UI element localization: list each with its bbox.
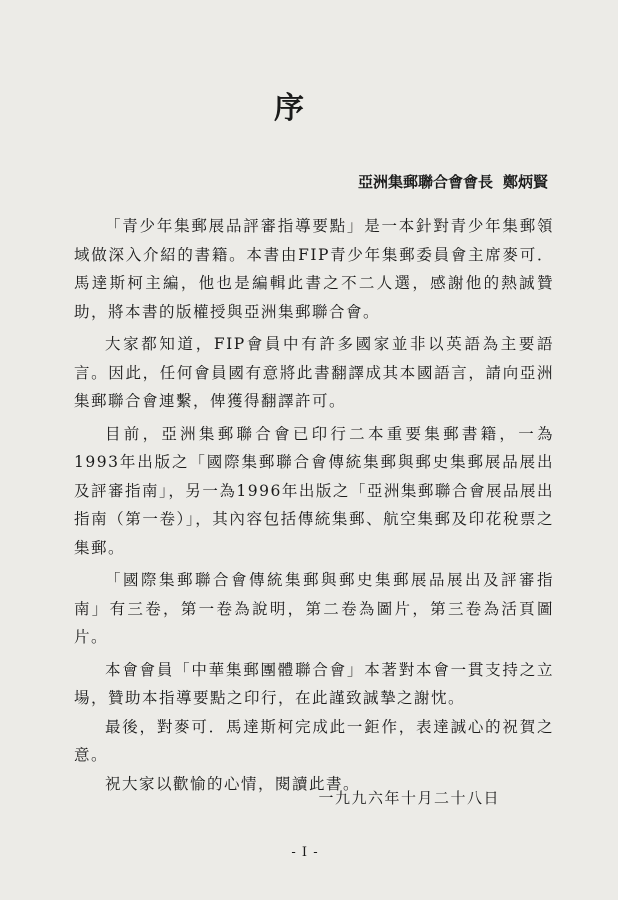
author-line <box>0 171 548 192</box>
paragraph: 本會會員「中華集郵團體聯合會」本著對本會一貫支持之立場，贊助本指導要點之印行，在此謹致誠摯之謝忱。 <box>74 660 554 707</box>
page-number: - I - <box>291 845 319 860</box>
paragraph: 大家都知道，FIP會員中有許多國家並非以英語為主要語言。因此，任何會員國有意將此書翻譯成其本國語言，請向亞洲集郵聯合會連繫，俾獲得翻譯許可。 <box>74 335 554 410</box>
paragraph: 祝大家以歡愉的心情，閱讀此書。 <box>105 774 361 793</box>
author-role: 亞洲集郵聯合會會長 <box>357 173 493 191</box>
paragraph: 「青少年集郵展品評審指導要點」是一本針對青少年集郵領域做深入介紹的書籍。本書由FIP青少年集郵委員會主席麥可．馬達斯柯主編，他也是編輯此書之不二人選，感謝他的熱誠贊助，將本書的版權授與亞洲集郵聯合會。 <box>74 217 554 321</box>
author-name: 鄭炳賢 <box>502 173 548 191</box>
paragraph: 「國際集郵聯合會傳統集郵與郵史集郵展品展出及評審指南」有三卷，第一卷為說明，第二卷為圖片，第三卷為活頁圖片。 <box>74 571 554 646</box>
page-title: 序 <box>274 91 306 126</box>
preface-body <box>74 212 554 798</box>
date-line: 一九九六年十月二十八日 <box>318 789 500 807</box>
paragraph: 最後，對麥可．馬達斯柯完成此一鉅作，表達誠心的祝賀之意。 <box>74 717 554 764</box>
paragraph: 目前，亞洲集郵聯合會已印行二本重要集郵書籍，一為1993年出版之「國際集郵聯合會傳統集郵與郵史集郵展品展出及評審指南」，另一為1996年出版之「亞洲集郵聯合會展品展出指南（第一卷）」，其內容包括傳統集郵、航空集郵及印花稅票之集郵。 <box>74 424 554 557</box>
